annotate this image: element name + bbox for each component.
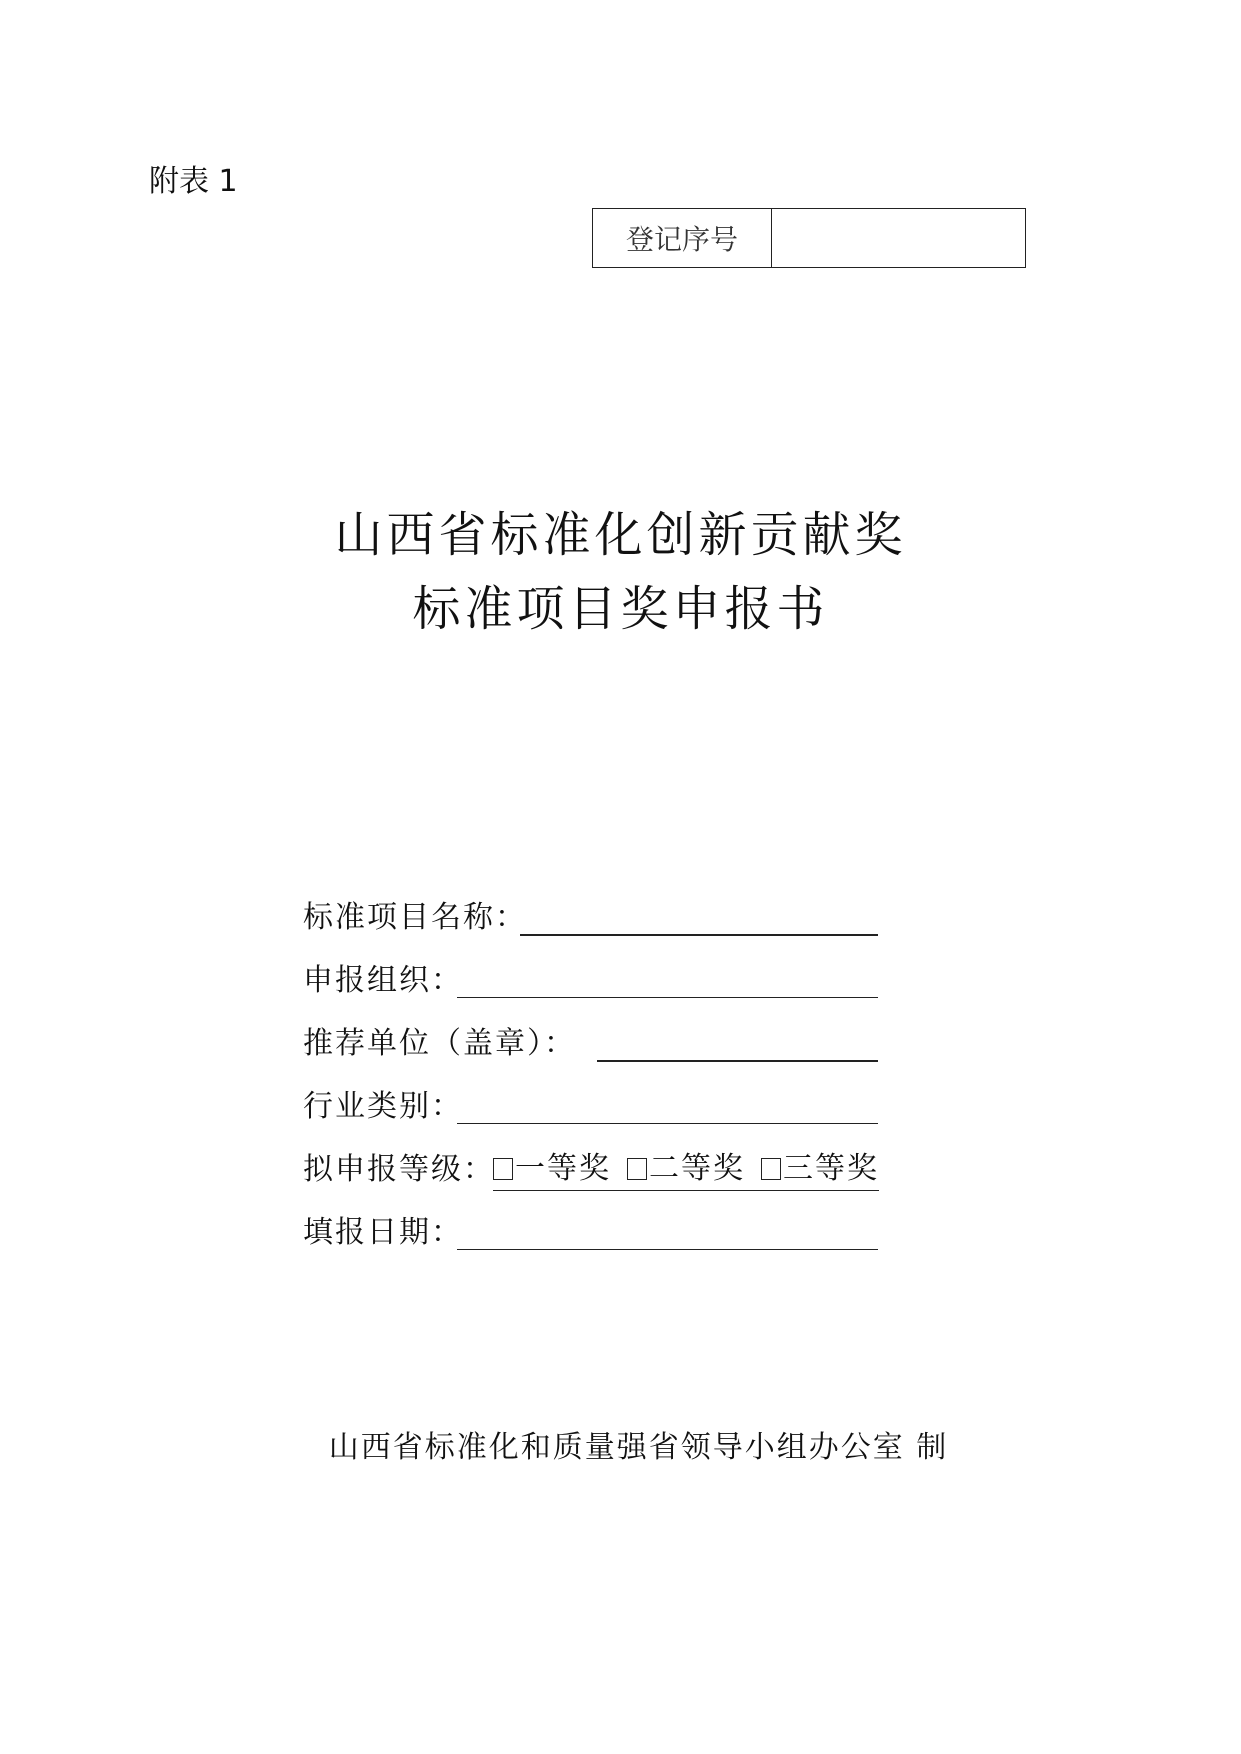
industry-label: 行业类别： bbox=[303, 1089, 463, 1124]
date-label: 填报日期： bbox=[303, 1215, 463, 1250]
registration-number-field[interactable] bbox=[772, 209, 1025, 267]
recommender-field[interactable] bbox=[597, 1060, 878, 1062]
checkbox-icon[interactable] bbox=[493, 1158, 513, 1180]
registration-number-box bbox=[592, 208, 1026, 268]
project-name-field[interactable] bbox=[520, 934, 878, 936]
document-title-line2: 标准项目奖申报书 bbox=[412, 581, 829, 637]
recommender-label: 推荐单位（盖章）： bbox=[303, 1026, 576, 1061]
recommender-row bbox=[303, 1024, 576, 1064]
org-row bbox=[303, 961, 463, 1001]
level-label: 拟申报等级： bbox=[303, 1152, 495, 1187]
checkbox-icon[interactable] bbox=[761, 1158, 781, 1180]
date-field[interactable] bbox=[457, 1249, 878, 1250]
industry-row bbox=[303, 1087, 463, 1127]
level-option-third[interactable]: 三等奖 bbox=[761, 1151, 879, 1186]
date-row bbox=[303, 1213, 463, 1253]
industry-field[interactable] bbox=[457, 1123, 878, 1124]
checkbox-icon[interactable] bbox=[627, 1158, 647, 1180]
attachment-label: 附表 1 bbox=[149, 164, 238, 199]
org-label: 申报组织： bbox=[303, 963, 463, 998]
issuer-footer: 山西省标准化和质量强省领导小组办公室 制 bbox=[328, 1430, 949, 1465]
org-field[interactable] bbox=[457, 997, 878, 998]
level-row bbox=[303, 1150, 879, 1190]
registration-number-label: 登记序号 bbox=[593, 209, 772, 267]
project-name-label: 标准项目名称： bbox=[303, 900, 527, 935]
project-name-row bbox=[303, 898, 527, 938]
level-option-first[interactable]: 一等奖 bbox=[493, 1151, 611, 1186]
document-title-line1: 山西省标准化创新贡献奖 bbox=[334, 507, 907, 563]
level-options bbox=[493, 1150, 879, 1191]
level-option-second[interactable]: 二等奖 bbox=[627, 1151, 745, 1186]
